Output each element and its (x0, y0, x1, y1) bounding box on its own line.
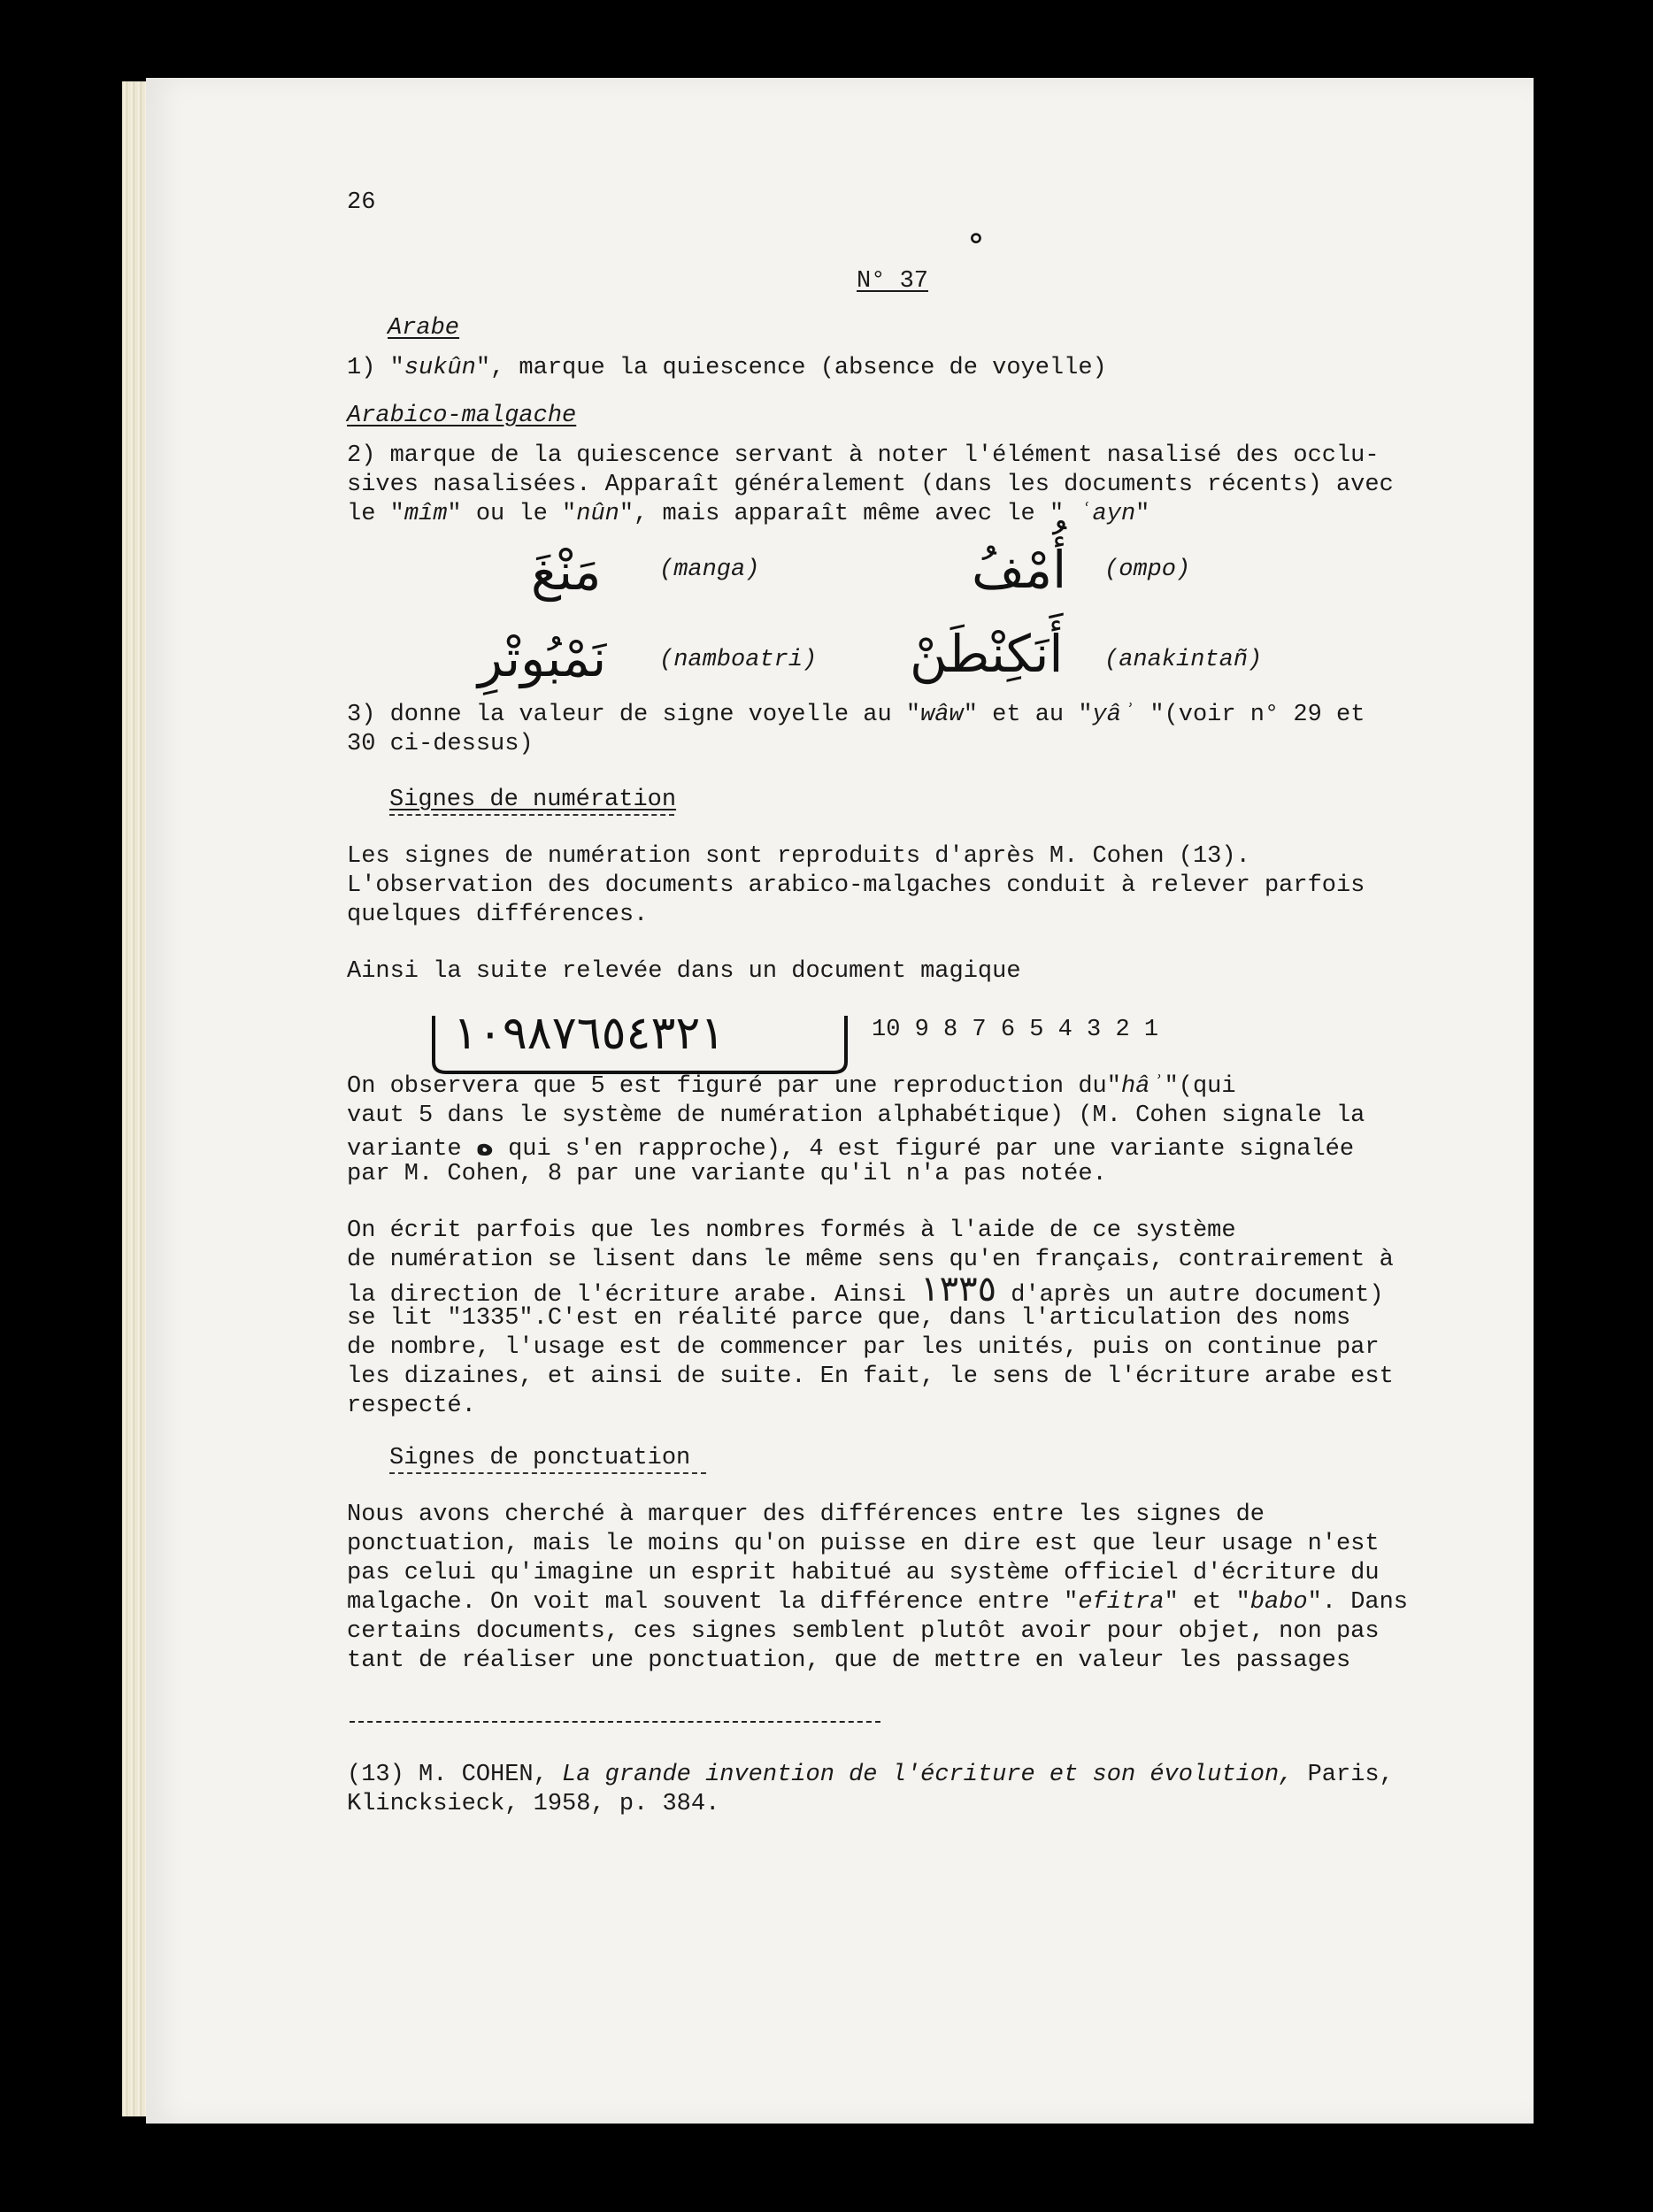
latin-digit-sequence: 10 9 8 7 6 5 4 3 2 1 (872, 1017, 1159, 1043)
text-run: 3) donne la valeur de signe voyelle au " (347, 702, 921, 728)
example-ompo-gloss: (ompo) (1104, 557, 1191, 583)
numeration-p4-line-4: se lit "1335".C'est en réalité parce que, dans l'articulation des noms (347, 1305, 1351, 1332)
numeration-p2-line-1: Ainsi la suite relevée dans un document magique (347, 958, 1021, 985)
arabic-digit-sequence: ١٠٩٨٧٦٥٤٣٢١ (453, 1007, 726, 1060)
variant-glyph: ه (475, 1127, 494, 1163)
numeration-p3-line-2: vaut 5 dans le système de numération alphabétique) (M. Cohen signale la (347, 1102, 1365, 1129)
section-heading-ponctuation: Signes de ponctuation (389, 1445, 691, 1471)
example-ompo-arabic: أُمْفُ (972, 540, 1067, 600)
text-run: ", mais apparaît même avec le " (619, 501, 1079, 527)
text-run: ", marque la quiescence (absence de voyelle) (475, 355, 1107, 381)
text-run: la direction de l'écriture arabe. Ainsi (347, 1282, 921, 1309)
example-namboatri-arabic: نَمْبُوتْرِ (478, 628, 607, 688)
footnote-book-title: La grande invention de l'écriture et son évolution, (562, 1762, 1294, 1788)
ponctuation-line-3: pas celui qu'imagine un esprit habitué au système officiel d'écriture du (347, 1560, 1380, 1586)
text-run: qui s'en rapproche), 4 est figuré par une variante signalée (493, 1136, 1355, 1163)
text-run: d'après un autre document) (996, 1282, 1384, 1309)
text-run: variante (347, 1136, 476, 1163)
example-manga-arabic: مَنْغَ (531, 541, 602, 602)
example-anakintan-arabic: أَنَكِنْطَنْ (910, 624, 1064, 684)
ponctuation-line-5: certains documents, ces signes semblent plutôt avoir pour objet, non pas (347, 1618, 1380, 1645)
text-run: "(voir n° 29 et (1135, 702, 1365, 728)
text-run: " et au " (963, 702, 1093, 728)
numeration-p4-line-5: de nombre, l'usage est de commencer par les unités, puis on continue par (347, 1334, 1380, 1361)
section-heading-arabe: Arabe (388, 315, 460, 342)
term-nun: nûn (576, 501, 619, 527)
numeration-p4-line-2: de numération se lisent dans le même sens qu'en français, contrairement à (347, 1247, 1394, 1273)
text-run: le " (347, 501, 404, 527)
footnote-line-1 (347, 1761, 1394, 1790)
example-anakintan-gloss: (anakintañ) (1104, 647, 1263, 673)
text-run: (13) M. COHEN, (347, 1762, 563, 1788)
arabico-item-3-line-2: 30 ci-dessus) (347, 731, 534, 757)
ponctuation-line-4 (347, 1588, 1408, 1617)
ponctuation-line-2: ponctuation, mais le moins qu'on puisse en dire est que leur usage n'est (347, 1531, 1380, 1557)
arabe-item-1 (347, 354, 1107, 383)
footnote-line-2: Klincksieck, 1958, p. 384. (347, 1791, 720, 1817)
ponctuation-line-1: Nous avons cherché à marquer des différences entre les signes de (347, 1502, 1265, 1528)
numeration-p4-line-1: On écrit parfois que les nombres formés à l'aide de ce système (347, 1217, 1236, 1244)
numeration-p3-line-4: par M. Cohen, 8 par une variante qu'il n'a pas notée. (347, 1161, 1107, 1187)
heading-underline (389, 814, 674, 816)
text-run: Paris, (1293, 1762, 1394, 1788)
page-number: 26 (347, 189, 376, 216)
term-waw: wâw (920, 702, 964, 728)
term-babo: babo (1249, 1589, 1308, 1616)
number-1335-glyph: ١٣٣٥ (920, 1269, 997, 1310)
numeration-p4-line-7: respecté. (347, 1393, 476, 1419)
example-namboatri-gloss: (namboatri) (659, 647, 818, 673)
term-ha: hâʾ (1120, 1073, 1165, 1100)
section-heading-numeration: Signes de numération (389, 787, 677, 813)
term-ayn: ʿayn (1078, 501, 1136, 527)
text-run: " (1135, 501, 1150, 527)
text-run: " et " (1164, 1589, 1250, 1616)
text-run: malgache. On voit mal souvent la différence entre " (347, 1589, 1079, 1616)
arabico-item-2-line-3 (347, 500, 1149, 529)
heading-underline (389, 1472, 706, 1474)
text-run: ". Dans (1307, 1589, 1409, 1616)
numeration-p3-line-1 (347, 1072, 1236, 1102)
numeration-p1-line-3: quelques différences. (347, 902, 649, 928)
numeration-p4-line-6: les dizaines, et ainsi de suite. En fait, le sens de l'écriture arabe est (347, 1363, 1394, 1390)
arabico-item-2-line-2: sives nasalisées. Apparaît généralement (dans les documents récents) avec (347, 472, 1394, 498)
text-run: "(qui (1164, 1073, 1236, 1100)
term-sukun: sukûn (404, 355, 476, 381)
section-heading-arabico-malgache: Arabico-malgache (347, 403, 577, 429)
arabico-item-3-line-1 (347, 701, 1365, 730)
entry-title: N° 37 (857, 268, 929, 295)
footnote-separator (350, 1721, 880, 1723)
example-manga-gloss: (manga) (659, 557, 760, 583)
text-run: " ou le " (447, 501, 577, 527)
arabico-item-2-line-1: 2) marque de la quiescence servant à noter l'élément nasalisé des occlu- (347, 442, 1380, 469)
text-run: 1) " (347, 355, 404, 381)
term-ya: yâʾ (1092, 702, 1136, 728)
text-run: On observera que 5 est figuré par une reproduction du" (347, 1073, 1121, 1100)
numeration-p1-line-2: L'observation des documents arabico-malgaches conduit à relever parfois (347, 872, 1365, 899)
ponctuation-line-6: tant de réaliser une ponctuation, que de mettre en valeur les passages (347, 1647, 1351, 1674)
term-mim: mîm (404, 501, 448, 527)
term-efitra: efitra (1078, 1589, 1165, 1616)
numeration-p1-line-1: Les signes de numération sont reproduits d'après M. Cohen (13). (347, 843, 1250, 870)
